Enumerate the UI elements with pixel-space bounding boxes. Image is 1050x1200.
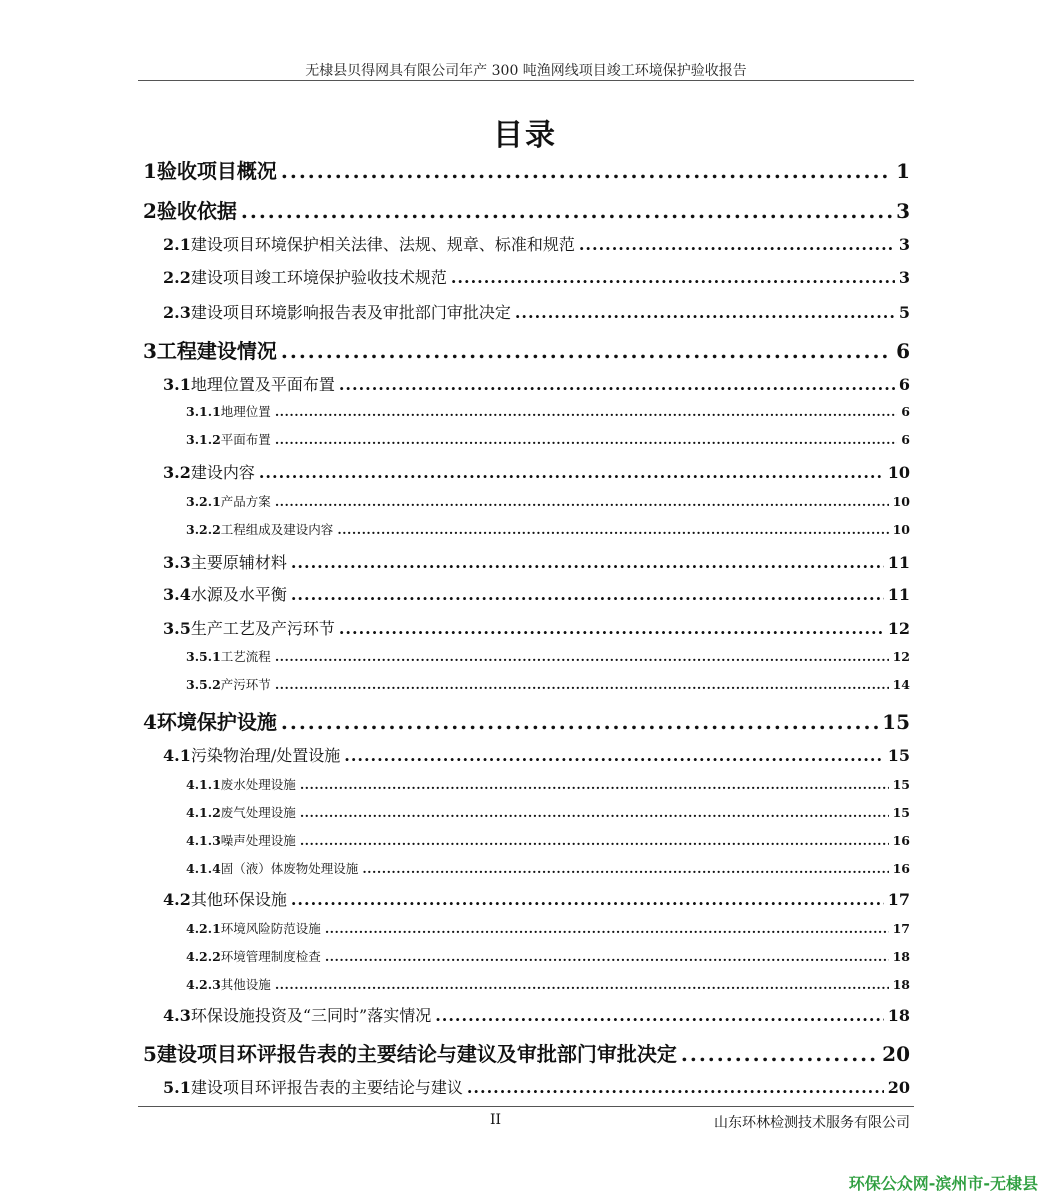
toc-entry-page: 12 <box>887 619 910 638</box>
toc-entry-title: 噪声处理设施 <box>220 833 296 848</box>
toc-entry-number: 3 <box>143 339 157 363</box>
toc-entry-page: 18 <box>887 1006 910 1025</box>
toc-dot-leader <box>291 585 884 604</box>
toc-entry-page: 15 <box>892 777 910 792</box>
toc-entry[interactable] <box>163 460 910 483</box>
toc-dot-leader <box>435 1006 884 1025</box>
toc-entry[interactable] <box>163 1003 910 1026</box>
toc-entry-number: 5 <box>143 1042 157 1066</box>
toc-entry-title: 建设项目环评报告表的主要结论与建议及审批部门审批决定 <box>156 1042 677 1066</box>
toc-entry-page: 3 <box>898 268 910 287</box>
toc-entry[interactable] <box>186 775 910 793</box>
toc-entry[interactable] <box>143 335 910 364</box>
toc-entry[interactable] <box>163 372 910 395</box>
toc-entry-title: 环保设施投资及“三同时”落实情况 <box>190 1006 432 1025</box>
toc-entry[interactable] <box>163 887 910 910</box>
toc-entry-number: 4.1.1 <box>186 777 221 792</box>
toc-dot-leader <box>275 494 889 509</box>
toc-entry-number: 3.5.1 <box>186 649 221 664</box>
toc-entry-title: 地理位置 <box>220 404 271 419</box>
toc-dot-leader <box>291 890 884 909</box>
toc-entry-title: 生产工艺及产污环节 <box>190 619 335 638</box>
toc-entry-page: 5 <box>898 303 910 322</box>
toc-entry[interactable] <box>186 430 910 448</box>
toc-dot-leader <box>300 833 889 848</box>
toc-entry-number: 4.2 <box>163 890 191 909</box>
toc-entry-title: 水源及水平衡 <box>190 585 287 604</box>
toc-entry-page: 18 <box>892 977 910 992</box>
toc-dot-leader <box>467 1078 884 1097</box>
toc-dot-leader <box>515 303 895 322</box>
toc-entry[interactable] <box>143 155 910 184</box>
toc-dot-leader <box>325 949 889 964</box>
toc-entry[interactable] <box>163 265 910 288</box>
header-divider <box>138 80 914 81</box>
toc-entry-page: 10 <box>887 463 910 482</box>
toc-dot-leader <box>281 339 892 363</box>
toc-entry-page: 15 <box>887 746 910 765</box>
toc-entry-title: 产品方案 <box>220 494 271 509</box>
toc-entry[interactable] <box>186 947 910 965</box>
toc-entry-page: 15 <box>882 710 910 734</box>
toc-entry-title: 固（液）体废物处理设施 <box>220 861 359 876</box>
toc-entry-title: 建设项目竣工环境保护验收技术规范 <box>190 268 447 287</box>
toc-dot-leader <box>281 159 892 183</box>
toc-dot-leader <box>325 921 889 936</box>
toc-entry-page: 14 <box>892 677 910 692</box>
toc-entry-page: 15 <box>892 805 910 820</box>
toc-entry-number: 3.3 <box>163 553 191 572</box>
toc-entry-page: 6 <box>896 339 910 363</box>
toc-dot-leader <box>300 777 889 792</box>
toc-entry-page: 6 <box>901 404 910 419</box>
toc-entry-title: 主要原辅材料 <box>190 553 287 572</box>
toc-entry[interactable] <box>186 675 910 693</box>
toc-entry-page: 16 <box>892 833 910 848</box>
toc-entry-title: 其他环保设施 <box>190 890 287 909</box>
toc-entry[interactable] <box>186 975 910 993</box>
toc-entry-page: 11 <box>887 585 910 604</box>
toc-dot-leader <box>259 463 884 482</box>
toc-entry-title: 验收依据 <box>156 199 237 223</box>
toc-dot-leader <box>339 375 895 394</box>
toc-entry-title: 验收项目概况 <box>156 159 277 183</box>
toc-entry-title: 废气处理设施 <box>220 805 296 820</box>
toc-dot-leader <box>275 977 889 992</box>
toc-entry[interactable] <box>163 582 910 605</box>
toc-entry-title: 产污环节 <box>220 677 271 692</box>
toc-entry-number: 2.1 <box>163 235 191 254</box>
footer-divider <box>138 1106 914 1107</box>
toc-entry-page: 18 <box>892 949 910 964</box>
toc-entry[interactable] <box>163 232 910 255</box>
toc-entry-number: 1 <box>143 159 157 183</box>
toc-entry-title: 建设项目环境影响报告表及审批部门审批决定 <box>190 303 511 322</box>
toc-entry-page: 20 <box>887 1078 910 1097</box>
footer-company: 山东环林检测技术服务有限公司 <box>714 1115 910 1131</box>
toc-entry-number: 4.2.2 <box>186 949 221 964</box>
toc-entry[interactable] <box>163 743 910 766</box>
toc-entry[interactable] <box>143 706 910 735</box>
toc-dot-leader <box>344 746 883 765</box>
toc-entry-title: 工程建设情况 <box>156 339 277 363</box>
toc-entry-number: 4.2.1 <box>186 921 221 936</box>
toc-entry-title: 其他设施 <box>220 977 271 992</box>
toc-entry-title: 环境保护设施 <box>156 710 277 734</box>
running-header: 无棣县贝得网具有限公司年产 300 吨渔网线项目竣工环境保护验收报告 <box>305 63 747 79</box>
toc-dot-leader <box>275 649 889 664</box>
toc-entry-title: 污染物治理/处置设施 <box>190 746 341 765</box>
toc-entry[interactable] <box>186 647 910 665</box>
toc-entry-page: 6 <box>898 375 910 394</box>
toc-entry-number: 5.1 <box>163 1078 191 1097</box>
toc-entry[interactable] <box>186 520 910 538</box>
toc-entry-title: 建设项目环境保护相关法律、法规、规章、标准和规范 <box>190 235 575 254</box>
toc-entry[interactable] <box>163 616 910 639</box>
toc-dot-leader <box>281 710 878 734</box>
toc-entry[interactable] <box>163 300 910 323</box>
toc-entry-number: 4.1.3 <box>186 833 221 848</box>
toc-entry-page: 12 <box>892 649 910 664</box>
toc-dot-leader <box>241 199 892 223</box>
toc-dot-leader <box>681 1042 878 1066</box>
toc-entry-number: 4 <box>143 710 157 734</box>
toc-dot-leader <box>275 677 889 692</box>
toc-entry[interactable] <box>186 919 910 937</box>
toc-entry[interactable] <box>186 492 910 510</box>
toc-entry-page: 6 <box>901 432 910 447</box>
page-title: 目录 <box>493 118 557 153</box>
toc-entry-number: 4.1 <box>163 746 191 765</box>
toc-entry[interactable] <box>186 831 910 849</box>
toc-entry-title: 建设内容 <box>190 463 255 482</box>
toc-entry-page: 17 <box>887 890 910 909</box>
toc-dot-leader <box>362 861 888 876</box>
toc-entry-title: 地理位置及平面布置 <box>190 375 335 394</box>
toc-dot-leader <box>579 235 895 254</box>
toc-entry-number: 3.5.2 <box>186 677 221 692</box>
toc-entry[interactable] <box>163 550 910 573</box>
toc-entry-title: 环境风险防范设施 <box>220 921 321 936</box>
toc-entry-page: 16 <box>892 861 910 876</box>
toc-dot-leader <box>337 522 888 537</box>
toc-entry-number: 2 <box>143 199 157 223</box>
toc-entry-number: 3.2 <box>163 463 191 482</box>
toc-entry-number: 3.2.2 <box>186 522 221 537</box>
toc-entry-number: 2.2 <box>163 268 191 287</box>
toc-entry-page: 10 <box>892 522 910 537</box>
toc-dot-leader <box>275 432 897 447</box>
footer-page-number: II <box>490 1112 502 1128</box>
toc-entry-number: 3.2.1 <box>186 494 221 509</box>
toc-entry-title: 工程组成及建设内容 <box>220 522 334 537</box>
toc-entry-title: 平面布置 <box>220 432 271 447</box>
toc-entry-page: 20 <box>882 1042 910 1066</box>
toc-entry-title: 废水处理设施 <box>220 777 296 792</box>
toc-entry-number: 3.5 <box>163 619 191 638</box>
toc-entry-page: 3 <box>896 199 910 223</box>
toc-entry-title: 环境管理制度检查 <box>220 949 321 964</box>
toc-entry[interactable] <box>143 1038 910 1067</box>
toc-entry-number: 4.3 <box>163 1006 191 1025</box>
toc-dot-leader <box>300 805 889 820</box>
toc-entry-number: 4.1.4 <box>186 861 221 876</box>
toc-dot-leader <box>275 404 897 419</box>
toc-dot-leader <box>291 553 884 572</box>
toc-entry-number: 4.1.2 <box>186 805 221 820</box>
toc-entry-page: 3 <box>898 235 910 254</box>
toc-entry-page: 11 <box>887 553 910 572</box>
toc-entry-number: 2.3 <box>163 303 191 322</box>
toc-entry-number: 3.4 <box>163 585 191 604</box>
toc-entry-number: 4.2.3 <box>186 977 221 992</box>
toc-entry[interactable] <box>143 195 910 224</box>
toc-entry[interactable] <box>163 1075 910 1098</box>
toc-entry-number: 3.1.2 <box>186 432 221 447</box>
toc-entry[interactable] <box>186 803 910 821</box>
toc-entry[interactable] <box>186 402 910 420</box>
watermark: 环保公众网-滨州市-无棣县 <box>848 1174 1038 1193</box>
toc-entry-page: 1 <box>896 159 910 183</box>
toc-dot-leader <box>451 268 895 287</box>
toc-entry-number: 3.1.1 <box>186 404 221 419</box>
toc-dot-leader <box>339 619 884 638</box>
toc-entry-number: 3.1 <box>163 375 191 394</box>
toc-entry[interactable] <box>186 859 910 877</box>
toc-entry-page: 17 <box>892 921 910 936</box>
toc-entry-title: 工艺流程 <box>220 649 271 664</box>
toc-entry-title: 建设项目环评报告表的主要结论与建议 <box>190 1078 463 1097</box>
toc-entry-page: 10 <box>892 494 910 509</box>
